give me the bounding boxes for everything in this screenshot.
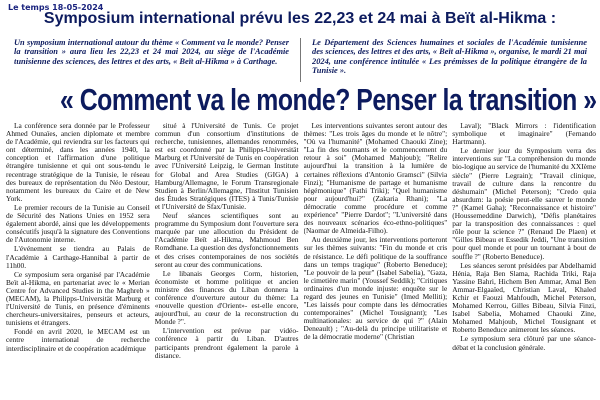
body-paragraph: Au deuxième jour, les interventions porteront sur les thèmes suivants: "Fin du monde et cris de résistance. Le défi politique de la souffrance dans un temps tragique" (Roberto Beneduce); "Le pouvoir de la peur" (Isabel Sabelia), "Gaza, le cimetière marin" (Youssef Seddik); "Critiques ordinaires d'un monde injuste: enquête sur le regard des jeunes en Tunisie" (Imed Melliti); "Les laissés pour compte dans les démocraties contemporaines" (Michel Tousignant); "Les multinationales: au service de qui ?" (Alain Deneault) ; "Au-delà du principe utilitariste et de la démocratie moderne" (Christian	[303, 235, 448, 342]
body-paragraph: situé à l'Université de Tunis. Ce projet commun d'un consortium d'institutions de recherche, tunisiennes, allemandes renommées, est est coordonné par la Philipps-Universität Marburg et l'Université de Tunis en coopération avec l'Université Leipzig, le German Institute for Global and Area Studies (GIGA) à Hamburg/Allemagne, le Forum Transregionale Studien à Berlin/Allemagne, l'Institut Tunisien des Études Stratégiques (ITES) à Tunis/Tunisie et l'Université de Sfax/Tunisie.	[154, 122, 299, 211]
body-paragraph: Le symposium sera clôturé par une séance-débat et la conclusion générale.	[452, 334, 596, 352]
body-paragraph: L'intervention est prévue par vidéo-conférence à partir du Liban. D'autres participants prendront également la parole à distance.	[154, 326, 299, 360]
body-paragraph: Les interventions suivantes seront autour des thèmes: "Les trois âges du monde et le nôtre"; "Où va l'humanité" (Mohamed Chaouki Zine); "La fin des tournants et le commencement du retour à soi" (Mohamed Mahjoub); "Relire aujourd'hui la transition à la lumière de certaines réflexions d'Antonio Gramsci" (Silvia Finzi); "Humanisme de partage et humanisme hégémonique" (Fathi Triki); "Quel humanisme pour aujourd'hui?" (Zakaria Rhani); "La démocratie comme procédure et comme expérience" "Pierre Dardot"; "L'université dans des nouveaux scénarios éco-ethno-politiques" (Naomar de Almeida-Filho).	[303, 122, 448, 236]
intro-paragraph-symposium: Un symposium international autour du thème « Comment va le monde? Penser la transition » aura lieu les 22,23 et 24 mai 2024, au siège de l'Académie tunisienne des sciences, des lettres et des arts, « Beït al-Hikma » à Carthage.	[14, 38, 289, 66]
body-paragraph: Le dernier jour du Symposium verra des interventions sur "La compréhension du monde bio-logique au service de l'humanité du XXIème siècle" (Pierre Legrain); "Travail clinique, travail de culture dans la rencontre du déshumain" (Michel Peterson); "Credo quia absurdum: la poésie peut-elle sauver le monde ?" (Kamel Gaha); "Reconnaissance et histoire" (Houssemeddine Darwich), "Défis planétaires par la transposition des connaissances : quel rôle pour la science ?" (Renaud De Plaen) et "Gilles Bibeau et Essedik Jeddi, "Une transition pour quel monde et pour un tournant à bout de souffle ?" (Roberto Beneduce).	[452, 146, 596, 261]
intro-divider	[300, 38, 301, 82]
body-paragraph: La conférence sera donnée par le Professeur Ahmed Ounaïes, ancien diplomate et membre de l'Académie, qui reviendra sur les facteurs qui ont déterminé, dans les années 1940, la conception et l'affirmation d'une politique étrangère tunisienne et qui ont sous-tendu le recentrage stratégique de la Tunisie, le réseau des bureaux de représentation du Néo Destour, notamment les bureaux du Caire et de New York.	[6, 122, 150, 203]
headline: Symposium international prévu les 22,23 et 24 mai à Beït al-Hikma :	[43, 10, 557, 27]
article-title: « Comment va le monde? Penser la transition »	[60, 82, 597, 117]
body-paragraph: Les séances seront présidées par Abdelhamid Hénia, Raja Ben Slama, Rachida Triki, Raja Yassine Bahri, Hichem Ben Ammar, Amal Ben Ammar-Elgaaïed, Christian Laval, Khaled Kchir et Faouzi Mahfoudh, Michel Peterson, Mohamed Kerrou, Gilles Bibeau, Silvia Finzi, Isabel Sabelia, Mohamed Chaouki Zine, Mohamed Mahjoub, Michel Tousignant et Roberto Beneduce animeront les séances.	[452, 260, 596, 335]
article-column-2	[155, 122, 299, 398]
body-paragraph: Laval); "Black Mirrors : l'identification symbolique et imaginaire" (Fernando Hartmann).	[452, 122, 596, 147]
body-paragraph: L'événement se tiendra au Palais de l'Académie à Carthage-Hannibal à partir de 11h00.	[6, 244, 150, 270]
body-paragraph: Le libanais Georges Corm, historien, économiste et homme politique et ancien ministre des finances du Liban donnera la conférence d'ouverture autour du thème: La «nouvelle question d'Orient»- est-elle encore, aujourd'hui, au cœur de la reconstruction du Monde ?".	[154, 268, 299, 327]
body-paragraph: Ce symposium sera organisé par l'Académie Beït al-Hikma, en partenariat avec le « Merian Centre for Advanced Studies in the Maghreb » (MECAM), la Philipps-Universität Marburg et l'Université de Tunis, en présence d'éminents chercheurs-universitaires, penseurs et acteurs, tunisiens et étrangers.	[6, 269, 150, 328]
article-body	[6, 122, 596, 398]
body-paragraph: Le premier recours de la Tunisie au Conseil de Sécurité des Nations Unies en 1952 sera également abordé, ainsi que les développements consécutifs jusqu'à la signature des Conventions de l'Autonomie interne.	[6, 202, 150, 245]
body-paragraph: Fondé en avril 2020, le MECAM est un centre international de recherche interdisciplinaire et de coopération académique	[6, 327, 150, 353]
body-paragraph: Neuf séances scientifiques sont au programme du Symposium dont l'ouverture sera marquée par une allocution du Président de l'Académie Beït al-Hikma, Mahmoud Ben Romdhane. La question des dysfonctionnements et des crises contemporaines de nos sociétés seront au cœur des communications.	[154, 211, 299, 269]
article-column-3	[304, 122, 448, 398]
source-date-label: Le temps 18-05-2024	[8, 3, 104, 12]
article-column-4	[452, 122, 596, 398]
intro-paragraph-conference: Le Département des Sciences humaines et sociales de l'Académie tunisienne des sciences, des lettres et des arts, « Beït al-Hikma », organise, le mardi 21 mai 2024, une conférence intitulée « Les prémisses de la politique étrangère de la Tunisie ».	[312, 38, 587, 76]
article-column-1	[6, 122, 150, 398]
